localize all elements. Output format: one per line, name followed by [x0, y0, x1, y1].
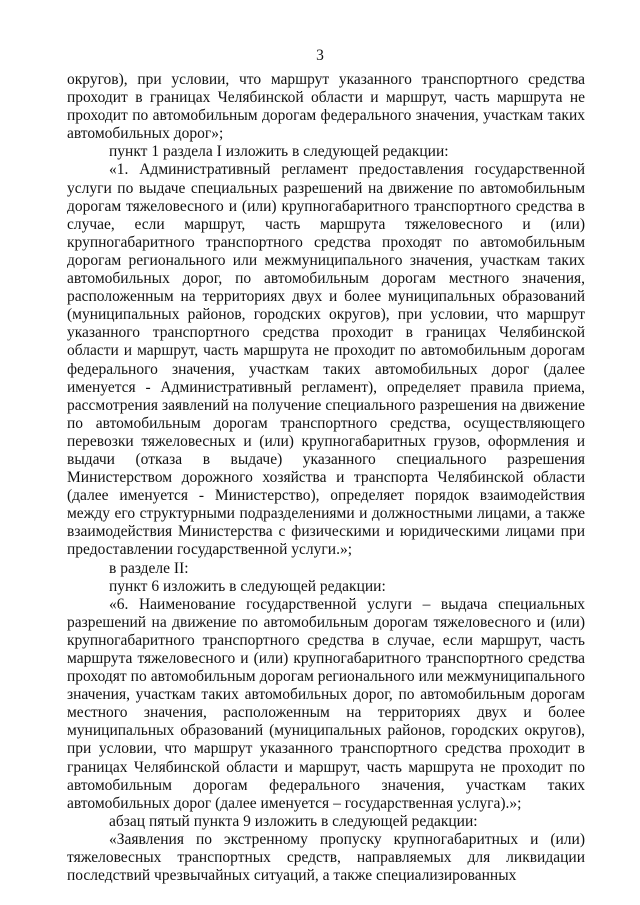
document-body	[67, 71, 585, 885]
paragraph-point-9-text: «Заявления по экстренному пропуску крупногабаритных и (или) тяжеловесных транспортных средств, направляемых для ликвидации последствий чрезвычайных ситуаций, а также специализированных	[67, 830, 585, 885]
paragraph-continuation: округов), при условии, что маршрут указанного транспортного средства проходит в границах Челябинской области и маршрут, часть маршрута не проходит по автомобильным дорогам федерального значения, участкам таких автомобильных дорог»;	[67, 71, 585, 143]
page-number: 3	[316, 47, 324, 64]
paragraph-point-6-instruction: пункт 6 изложить в следующей редакции:	[109, 577, 386, 595]
paragraph-point-6-text: «6. Наименование государственной услуги – выдача специальных разрешений на движение по автомобильным дорогам тяжеловесного и (или) крупногабаритного транспортного средства в случае, если маршрут, часть маршрута тяжеловесного и (или) крупногабаритного транспортного средства проходят по автомобильным дорогам регионального или межмуниципального значения, участкам таких автомобильных дорог, по автомобильным дорогам местного значения, расположенным на территориях двух и более муниципальных образований (муниципальных районов, городских округов), при условии, что маршрут указанного транспортного средства проходит в границах Челябинской области и маршрут, часть маршрута не проходит по автомобильным дорогам федерального значения, участкам таких автомобильных дорог (далее именуется – государственная услуга).»;	[67, 595, 585, 812]
paragraph-point-1-instruction: пункт 1 раздела I изложить в следующей редакции:	[109, 143, 449, 161]
paragraph-point-9-instruction: абзац пятый пункта 9 изложить в следующей редакции:	[109, 812, 478, 830]
paragraph-point-1-text: «1. Административный регламент предоставления государственной услуги по выдаче специальных разрешений на движение по автомобильным дорогам тяжеловесного и (или) крупногабаритного транспортного средства в случае, если маршрут, часть маршрута тяжеловесного и (или) крупногабаритного транспортного средства проходят по автомобильным дорогам регионального или межмуниципального значения, участкам таких автомобильных дорог, по автомобильным дорогам местного значения, расположенным на территориях двух и более муниципальных образований (муниципальных районов, городских округов), при условии, что маршрут указанного транспортного средства проходит в границах Челябинской области и маршрут, часть маршрута не проходит по автомобильным дорогам федерального значения, участкам таких автомобильных дорог (далее именуется - Административный регламент), определяет правила приема, рассмотрения заявлений на получение специального разрешения на движение по автомобильным дорогам транспортного средства, осуществляющего перевозки тяжеловесных и (или) крупногабаритных грузов, оформления и выдачи (отказа в выдаче) указанного специального разрешения Министерством дорожного хозяйства и транспорта Челябинской области (далее именуется - Министерство), определяет порядок взаимодействия между его структурными подразделениями и должностными лицами, а также взаимодействия Министерства с физическими и юридическими лицами при предоставлении государственной услуги.»;	[67, 161, 585, 559]
paragraph-section-2: в разделе II:	[109, 559, 189, 577]
